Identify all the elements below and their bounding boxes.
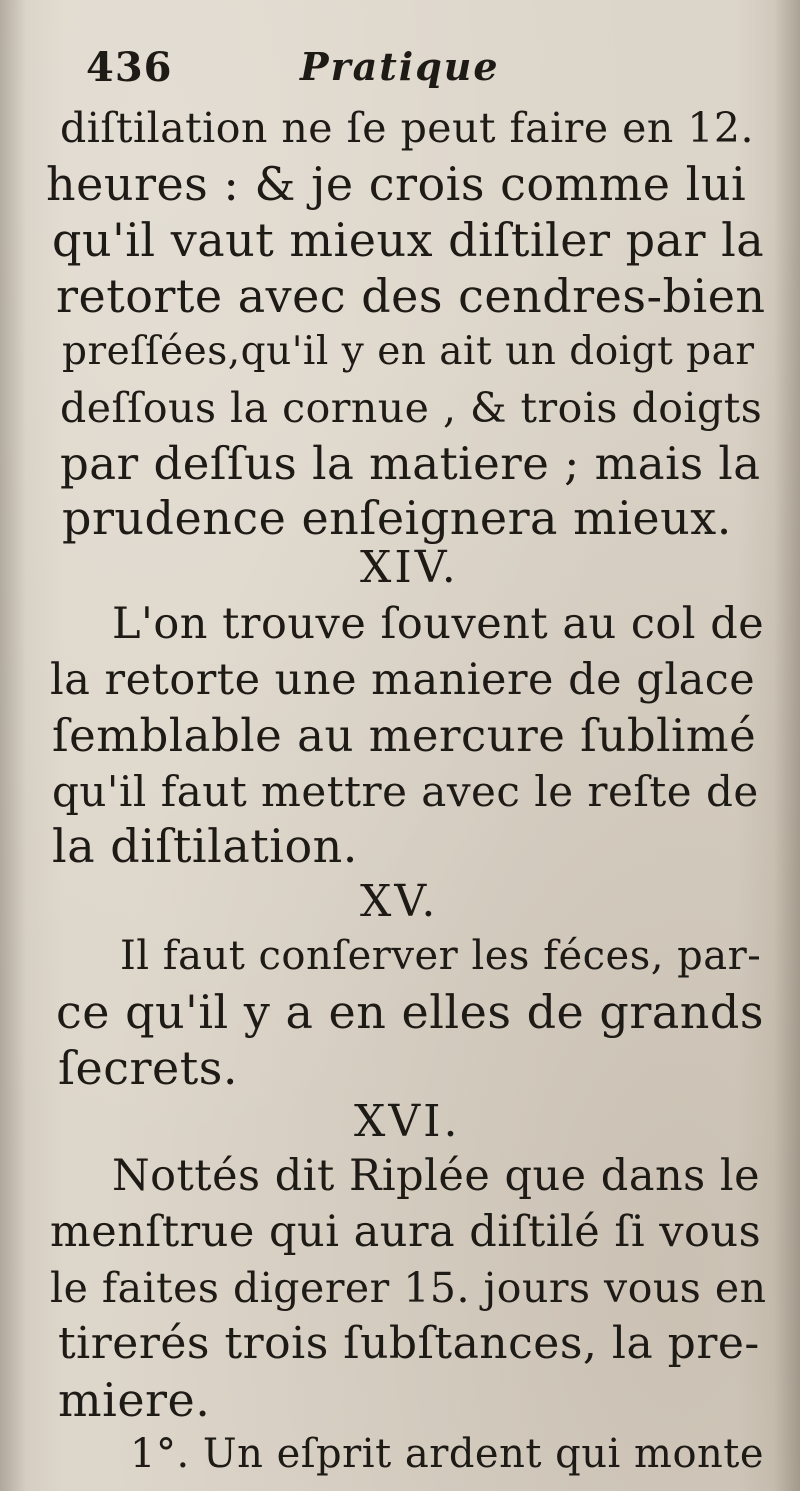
text-line: la diſtilation. xyxy=(52,819,358,873)
text-line: ſecrets. xyxy=(58,1041,238,1095)
page-number: 436 xyxy=(86,44,173,91)
page-edge-left xyxy=(0,0,26,1491)
section-numeral-xvi: XVI. xyxy=(354,1096,461,1147)
text-line: la retorte une maniere de glace xyxy=(50,655,756,705)
page-edge-right xyxy=(774,0,800,1491)
text-line: L'on trouve ſouvent au col de xyxy=(112,599,765,649)
section-numeral-xiv: XIV. xyxy=(360,542,459,593)
text-line: 1°. Un eſprit ardent qui monte xyxy=(130,1431,765,1477)
text-line: le faites digerer 15. jours vous en xyxy=(50,1264,767,1312)
page-header xyxy=(86,44,726,94)
text-line: diſtilation ne ſe peut faire en 12. xyxy=(60,104,755,152)
text-line: qu'il faut mettre avec le reſte de xyxy=(52,767,759,816)
text-line: par deſſus la matiere ; mais la xyxy=(60,437,761,490)
text-line: Il faut conſerver les féces, par- xyxy=(120,933,762,979)
text-line: heures : & je crois comme lui xyxy=(46,157,747,211)
text-line: qu'il vaut mieux diſtiler par la xyxy=(52,213,765,267)
running-title: Pratique xyxy=(300,44,500,89)
text-line: miere. xyxy=(58,1373,211,1427)
text-line: preſſées,qu'il y en ait un doigt par xyxy=(62,329,755,374)
text-line: ce qu'il y a en elles de grands xyxy=(56,985,764,1039)
text-line: prudence enſeignera mieux. xyxy=(62,491,732,545)
text-line: tirerés trois ſubſtances, la pre- xyxy=(58,1318,760,1369)
text-line: menſtrue qui aura diſtilé ſi vous xyxy=(50,1207,762,1257)
text-line: ſemblable au mercure ſublimé xyxy=(52,709,757,762)
text-line: deſſous la cornue , & trois doigts xyxy=(60,384,763,432)
text-line: retorte avec des cendres-bien xyxy=(56,269,766,323)
section-numeral-xv: XV. xyxy=(360,876,439,927)
text-line: Nottés dit Riplée que dans le xyxy=(112,1151,761,1201)
